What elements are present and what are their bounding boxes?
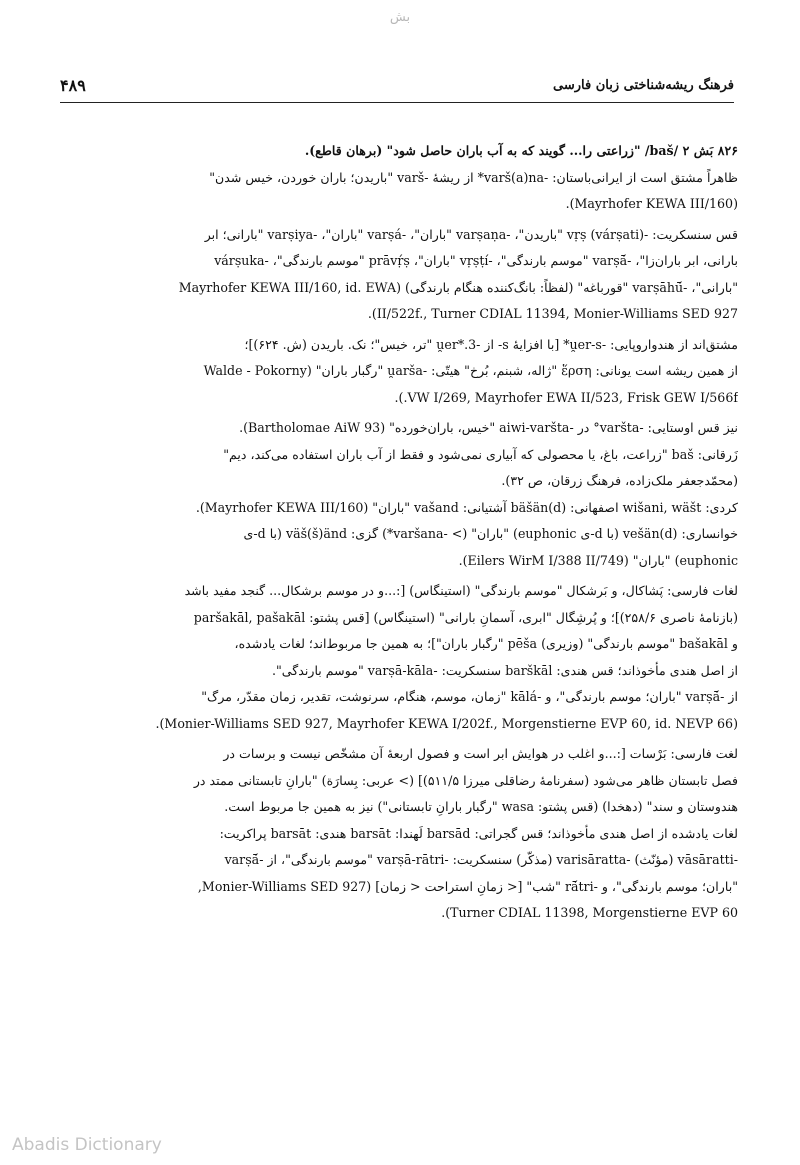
book-title: فرهنگ ریشه‌شناختی زبان فارسی xyxy=(553,78,734,93)
top-watermark: بش xyxy=(389,10,411,25)
entry-line: ۸۲۶ بَش ۲ /baš/ "زراعتی را... گویند که به آب باران حاصل شود" (برهان قاطع). xyxy=(304,143,738,158)
entry-line: و bašakāl "موسم بارندگی" (وزیری) pēša "رگبار باران"]؛ به همین جا مربوط‌اند؛ لغات یادشده، xyxy=(234,636,738,651)
entry-line: مشتق‌اند از هندواروپایی: -u̯er-s* [با افزایهٔ s- از -u̯er*.3 "تر، خیس"؛ نک. باریدن (ش. ۶۲۴)]؛ xyxy=(244,336,738,352)
entry-line: euphonic) "باران" (Eilers WirM I/388 II/749). xyxy=(458,552,738,568)
entry-line: (Mayrhofer KEWA III/160). xyxy=(565,196,738,211)
entry-line: لغت فارسی: بَرْسات [:...و اغلب در هوایش ابر است و فصول اربعهٔ آن مشخّص نیست و برسات در xyxy=(223,746,738,761)
entry-line: (Monier-Williams SED 927, Mayrhofer KEWA I/202f., Morgenstierne EVP 60, id. NEVP 66). xyxy=(155,715,738,731)
entry-line: قس سنسکریت: -vṛṣ (várṣati) "باریدن"، -varṣaṇa "باران"، -varṣá "باران"، -varṣiya "بارانی؛ ابر xyxy=(204,226,738,242)
entry-body xyxy=(58,138,738,927)
page-header xyxy=(60,78,734,103)
entry-line: ظاهراً مشتق است از ایرانی‌باستان: -varš(a)na* از ریشهٔ -varš "باریدن؛ باران خوردن، خیس شدن" xyxy=(209,169,738,185)
entry-line: کردی: wišani, wäšt اصفهانی: (bäšän(d آشتیانی: vašand "باران" (Mayrhofer KEWA III/160). xyxy=(195,499,738,515)
page-number: ۴۸۹ xyxy=(60,76,86,95)
entry-line: بارانی، ابر باران‌زا"، -varṣā́ "موسم بارندگی"، -vṛṣṭí "باران"، prāvṛ́ṣ "موسم بارندگی"، -várṣuka xyxy=(214,253,738,268)
site-watermark: Abadis Dictionary xyxy=(12,1135,162,1155)
entry-line: لغات یادشده از اصل هندی مأخوذاند؛ قس گجراتی: barsād لَهندا: barsāt هندی: barsāt پراکریت: xyxy=(219,825,738,841)
entry-line: نیز قس اوستایی: -varšta° در -aiwi-varšta "خیس، باران‌خورده" (Bartholomae AiW 93). xyxy=(239,420,738,435)
entry-line: از -varṣā́ "باران؛ موسم بارندگی"، و -kālá "زمان، موسم، هنگام، سرنوشت، تقدیر، زمان مقدّر، مرگ" xyxy=(201,689,738,704)
entry-line: لغات فارسی: پَشاکال، و بَرشکال "موسم بارندگی" (استینگاس) [:...و در موسم برشکال... گنجد مفید باشد xyxy=(184,583,738,598)
entry-line: هندوستان و سند" (دهخدا) (قس پشتو: wasa "رگبار بارانِ تابستانی") نیز به همین جا مربوط است. xyxy=(224,799,738,814)
entry-line: "بارانی"، -varṣāhū́ "قورباغه" (لفظاً: بانگ‌کننده هنگام بارندگی) (Mayrhofer KEWA III/160, id. EWA xyxy=(178,279,738,295)
entry-line: فصل تابستان ظاهر می‌شود (سفرنامهٔ رضاقلی میرزا ۵۱۱/۵)] (> عربی: بِسارَة) "بارانِ تابستانی ممتد در xyxy=(193,772,738,788)
entry-line: Turner CDIAL 11398, Morgenstierne EVP 60). xyxy=(441,905,738,920)
entry-line: II/522f., Turner CDIAL 11394, Monier-Williams SED 927). xyxy=(367,306,738,321)
entry-line: "باران؛ موسم بارندگی"، و -rā́tri "شب" [< زمانِ استراحت < زمان] (Monier-Williams SED 927, xyxy=(197,878,738,894)
entry-line: (بازنامهٔ ناصری ۲۵۸/۶)]؛ و پُرشِگال "ابری، آسمانِ بارانی" (استینگاس) [قس پشتو: paršakāl, pašakāl xyxy=(193,609,738,625)
entry-line: VW I/269, Mayrhofer EWA II/523, Frisk GEW I/566f.). xyxy=(394,389,738,405)
entry-line: -vāsāratti (مؤنّث) -varisāratta (مذکّر) سنسکریت: -varṣā-rātri "موسم بارندگی"، از -varṣā́ xyxy=(224,852,738,867)
entry-line: (محمّدجعفر ملک‌زاده، فرهنگ زرقان، ص ۳۲). xyxy=(501,473,738,488)
entry-line: از اصل هندی مأخوذاند؛ قس هندی: barškāl سنسکریت: -varṣā-kāla "موسم بارندگی". xyxy=(271,662,738,678)
entry-line: خوانساری: (vešän(d (با d-ی euphonic) "باران" (> -varšana*) گزی: väš(š)änd (با d-ی xyxy=(243,526,738,541)
entry-line: از همین ریشه است یونانی: ἕρση "ژاله، شبنم، بُرخ" هیتّی: -u̯arša "رگبار باران" (Walde - Pokorny xyxy=(203,363,738,378)
entry-line: زَرقانی: baš "زراعت، باغ، یا محصولی که آبیاری نمی‌شود و فقط از آب باران استفاده می‌کند، دیم" xyxy=(223,446,738,462)
